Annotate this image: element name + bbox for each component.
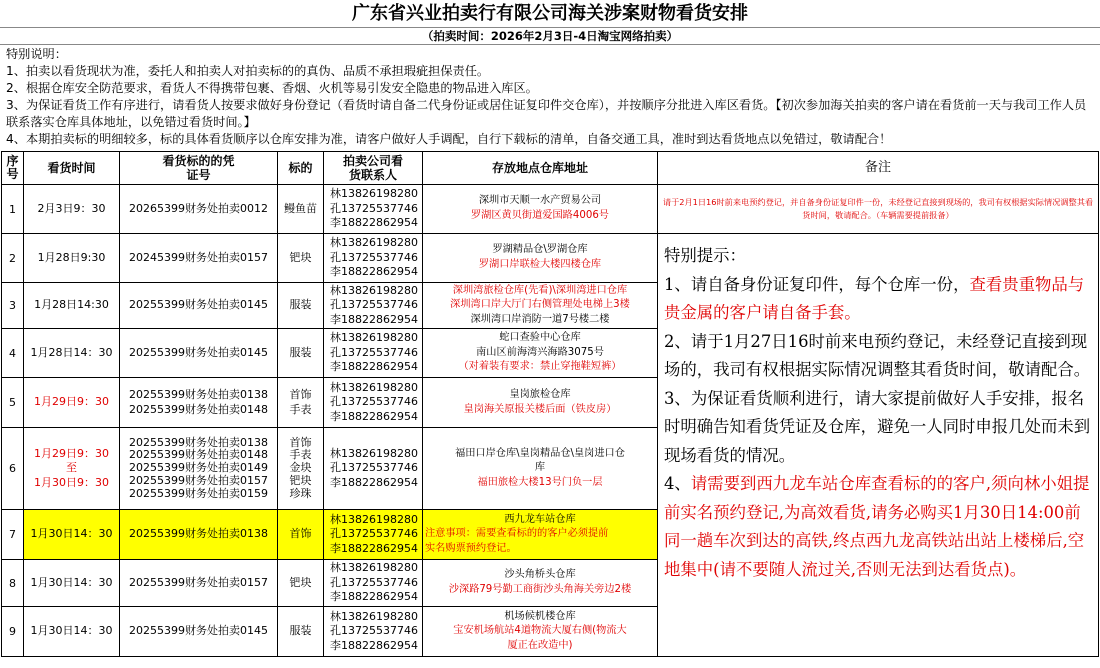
row-contacts: [324, 607, 423, 657]
row-seq: 4: [2, 329, 24, 378]
location-name: 机场候机楼仓库: [504, 610, 576, 622]
reminder-1: 1、请自备身份证复印件，每个仓库一份，: [664, 274, 970, 294]
item-name: 服装: [289, 345, 312, 359]
row-seq: 5: [2, 378, 24, 428]
location-address: 宝安机场航站4道物流大厦右侧(物流大: [453, 625, 627, 637]
row-seq: 6: [2, 428, 24, 510]
note-4: 4、本期拍卖标的明细较多，标的具体看货顺序以仓库安排为准，请客户做好人手调配，自行下载标的清单，自备交通工具，准时到达看货地点以免错过，敬请配合！: [6, 132, 892, 146]
header-item: 标的: [278, 152, 324, 185]
row-time: [24, 185, 120, 234]
row-contacts: [324, 234, 423, 283]
note-2: 2、根据仓库安全防范要求，看货人不得携带包裹、香烟、火机等易引发安全隐患的物品进入库区。: [6, 81, 538, 95]
location-address: （对着装有要求：禁止穿拖鞋短裤）: [458, 361, 622, 373]
row-location: [423, 378, 658, 428]
row-item: [278, 234, 324, 283]
note-3: 3、为保证看货工作有序进行，请看货人按要求做好身份登记（看货时请自备二代身份证或居住证复印件交仓库），并按顺序分批进入库区看货。【初次参加海关拍卖的客户请在看货前一天与我司工作人员联系落实仓库具体地址，以免错过看货时间。】: [6, 98, 1087, 129]
row-item: [278, 607, 324, 657]
location-address: 罗湖区黄贝街道爱国路4006号: [471, 210, 609, 221]
time-text: 1月28日14：30: [30, 345, 113, 359]
row-remark: 请于2月1日16时前来电预约登记，并自备身份证复印件一份，未经登记直接到现场的，我司有权根据实际情况调整其看货时间，敬请配合。（车辆需要提前报备）: [658, 185, 1099, 234]
row-seq: 9: [2, 607, 24, 657]
contact-phone: 孔13725537746: [330, 250, 418, 264]
contact-phone: 孔13725537746: [330, 527, 418, 541]
row-location: [423, 329, 658, 378]
row-cert: [120, 234, 278, 283]
contact-phone: 孔13725537746: [330, 201, 418, 215]
row-time: [24, 329, 120, 378]
row-contacts: [324, 329, 423, 378]
item-name: 手表: [289, 448, 312, 462]
location-address: 注意事项：需要查看标的的客户必须提前: [425, 528, 609, 540]
cert-number: 20255399财务处拍卖0149: [129, 461, 268, 475]
row-contacts: [324, 560, 423, 607]
item-name: 钯块: [289, 473, 312, 487]
row-item: [278, 378, 324, 428]
contact-phone: 孔13725537746: [330, 624, 418, 638]
row-seq: 3: [2, 283, 24, 329]
header-contact: 拍卖公司看货联系人: [324, 152, 423, 185]
table-row: [2, 234, 1099, 283]
row-cert: [120, 560, 278, 607]
item-name: 钯块: [289, 250, 312, 264]
row-cert: [120, 283, 278, 329]
location-address: 厦正在改造中): [507, 639, 573, 651]
cert-number: 20255399财务处拍卖0138: [129, 527, 268, 541]
item-name: 服装: [289, 624, 312, 638]
cert-number: 20255399财务处拍卖0148: [129, 402, 268, 416]
contact-phone: 李18822862954: [330, 541, 418, 555]
location-name: 罗湖精品仓\罗湖仓库: [492, 244, 588, 256]
item-name: 金块: [289, 461, 312, 475]
row-location: [423, 283, 658, 329]
reminder-2: 2、请于1月27日16时前来电预约登记，未经登记直接到现场的，我司有权根据实际情况调整其看货时间，敬请配合。: [664, 331, 1091, 379]
row-location: [423, 185, 658, 234]
row-time: [24, 510, 120, 560]
note-1: 1、拍卖以看货现状为准，委托人和拍卖人对拍卖标的的真伪、品质不承担瑕疵担保责任。: [6, 64, 490, 78]
time-text: 至: [66, 461, 77, 475]
cert-number: 20255399财务处拍卖0145: [129, 624, 268, 638]
header-seq: 序号: [2, 152, 24, 185]
contact-phone: 李18822862954: [330, 638, 418, 652]
location-address: 沙深路79号勤工商街沙头角海关旁边2楼: [448, 584, 632, 595]
location-name: 深圳湾口岸消防一道7号楼二楼: [470, 313, 610, 325]
row-time: [24, 607, 120, 657]
item-name: 服装: [289, 298, 312, 312]
time-text: 1月30日14：30: [30, 527, 113, 541]
cert-number: 20255399财务处拍卖0148: [129, 448, 268, 462]
row-item: [278, 283, 324, 329]
contact-phone: 林13826198280: [330, 609, 418, 623]
location-name: 西九龙车站仓库: [504, 513, 576, 525]
row-item: [278, 185, 324, 234]
contact-phone: 林13826198280: [330, 331, 418, 345]
item-name: 首饰: [289, 527, 312, 541]
cert-number: 20265399财务处拍卖0012: [129, 201, 268, 215]
row-time: [24, 428, 120, 510]
item-name: 钯块: [289, 575, 312, 589]
row-contacts: [324, 510, 423, 560]
cert-number: 20255399财务处拍卖0145: [129, 345, 268, 359]
row-seq: 2: [2, 234, 24, 283]
contact-phone: 林13826198280: [330, 283, 418, 297]
table-header-row: [2, 152, 1099, 185]
location-name: 皇岗旅检仓库: [509, 388, 571, 400]
time-text: 2月3日9：30: [37, 201, 106, 215]
time-text: 1月30日14：30: [30, 624, 113, 638]
row-location: [423, 510, 658, 560]
row-cert: [120, 329, 278, 378]
header-time: 看货时间: [24, 152, 120, 185]
time-text: 1月30日14：30: [30, 575, 113, 589]
contact-phone: 孔13725537746: [330, 461, 418, 475]
item-name: 首饰: [289, 387, 312, 401]
row-item: [278, 510, 324, 560]
contact-phone: 林13826198280: [330, 380, 418, 394]
location-address: 实名购票预约登记。: [425, 542, 517, 554]
time-text: 1月28日9:30: [37, 250, 106, 264]
cert-number: 20255399财务处拍卖0145: [129, 298, 268, 312]
location-name: 沙头角桥头仓库: [504, 569, 576, 581]
row-time: [24, 234, 120, 283]
row-location: [423, 428, 658, 510]
header-cert: 看货标的的凭证号: [120, 152, 278, 185]
row-cert: [120, 378, 278, 428]
contact-phone: 李18822862954: [330, 409, 418, 423]
time-text: 1月29日9：30: [34, 446, 109, 460]
row-cert: [120, 510, 278, 560]
item-name: 珍珠: [289, 486, 312, 500]
viewing-schedule-table: [1, 151, 1099, 657]
reminder-3: 3、为保证看货顺利进行，请大家提前做好人手安排，报名时明确告知看货凭证及仓库，避免一人同时申报几处而未到现场看货的情况。: [664, 388, 1091, 465]
contact-phone: 李18822862954: [330, 475, 418, 489]
time-text: 1月30日9：30: [34, 475, 109, 489]
reminder-heading: 特别提示：: [664, 246, 746, 265]
item-name: 首饰: [289, 435, 312, 449]
reminder-4-num: 4、: [664, 474, 691, 493]
header-remark: 备注: [658, 152, 1099, 185]
contact-phone: 孔13725537746: [330, 345, 418, 359]
location-name: 深圳市天顺一水产贸易公司: [478, 195, 602, 207]
location-address: 福田旅检大楼13号门负一层: [477, 476, 603, 488]
location-name: 蛇口查验中心仓库: [499, 332, 581, 344]
location-address: 深圳湾口岸大厅门右侧管理处电梯上3楼: [450, 299, 630, 311]
cert-number: 20255399财务处拍卖0138: [129, 435, 268, 449]
cert-number: 20245399财务处拍卖0157: [129, 250, 268, 264]
row-location: [423, 560, 658, 607]
contact-phone: 李18822862954: [330, 360, 418, 374]
row-seq: 7: [2, 510, 24, 560]
cert-number: 20255399财务处拍卖0159: [129, 486, 268, 500]
contact-phone: 林13826198280: [330, 236, 418, 250]
row-seq: 8: [2, 560, 24, 607]
contact-phone: 林13826198280: [330, 512, 418, 526]
time-text: 1月29日9：30: [34, 395, 109, 409]
special-notes: [0, 45, 1100, 159]
reminder-4: 请需要到西九龙车站仓库查看标的的客户,须向林小姐提前实名预约登记,为高效看货,请务必购买1月30日14:00前同一趟车次到达的高铁,终点西九龙高铁站出站上楼梯后,空地集中(请不要随人流过关,否则无法到达看货点)。: [664, 474, 1090, 579]
location-address: 罗湖口岸联检大楼四楼仓库: [478, 259, 602, 270]
row-time: [24, 378, 120, 428]
row-location: [423, 234, 658, 283]
contact-phone: 李18822862954: [330, 312, 418, 326]
contact-phone: 李18822862954: [330, 216, 418, 230]
row-time: [24, 283, 120, 329]
row-cert: [120, 607, 278, 657]
header-location: 存放地点仓库地址: [423, 152, 658, 185]
contact-phone: 林13826198280: [330, 561, 418, 575]
special-reminder: [658, 234, 1099, 657]
page-title: 广东省兴业拍卖行有限公司海关涉案财物看货安排: [0, 0, 1100, 28]
row-item: [278, 329, 324, 378]
contact-phone: 林13826198280: [330, 446, 418, 460]
cert-number: 20255399财务处拍卖0157: [129, 575, 268, 589]
row-contacts: [324, 428, 423, 510]
time-text: 1月28日14:30: [34, 298, 109, 312]
row-contacts: [324, 185, 423, 234]
location-name: 库: [534, 462, 546, 474]
row-location: [423, 607, 658, 657]
cert-number: 20255399财务处拍卖0138: [129, 387, 268, 401]
location-address: 深圳湾旅检仓库(先看)\深圳湾进口仓库: [452, 284, 628, 296]
item-name: 鳗鱼苗: [284, 201, 317, 215]
row-time: [24, 560, 120, 607]
item-name: 手表: [289, 402, 312, 416]
location-name: 福田口岸仓库\皇岗精品仓\皇岗进口仓: [455, 447, 625, 459]
row-item: [278, 428, 324, 510]
contact-phone: 孔13725537746: [330, 395, 418, 409]
row-seq: 1: [2, 185, 24, 234]
contact-phone: 林13826198280: [330, 187, 418, 201]
cert-number: 20255399财务处拍卖0157: [129, 473, 268, 487]
row-cert: [120, 185, 278, 234]
row-cert: [120, 428, 278, 510]
reminder-1-gloves: 查看贵重物品与贵金属的客户请自备手套。: [664, 274, 1085, 322]
row-item: [278, 560, 324, 607]
row-contacts: [324, 283, 423, 329]
contact-phone: 李18822862954: [330, 265, 418, 279]
row-contacts: [324, 378, 423, 428]
contact-phone: 孔13725537746: [330, 298, 418, 312]
contact-phone: 孔13725537746: [330, 575, 418, 589]
notes-heading: 特别说明：: [6, 47, 67, 61]
page-subtitle: （拍卖时间：2026年2月3日-4日淘宝网络拍卖）: [0, 28, 1100, 45]
contact-phone: 李18822862954: [330, 590, 418, 604]
table-row: [2, 185, 1099, 234]
location-address: 皇岗海关原报关楼后面（铁皮房）: [463, 403, 617, 415]
location-name: 南山区前海湾兴海路3075号: [476, 346, 604, 358]
